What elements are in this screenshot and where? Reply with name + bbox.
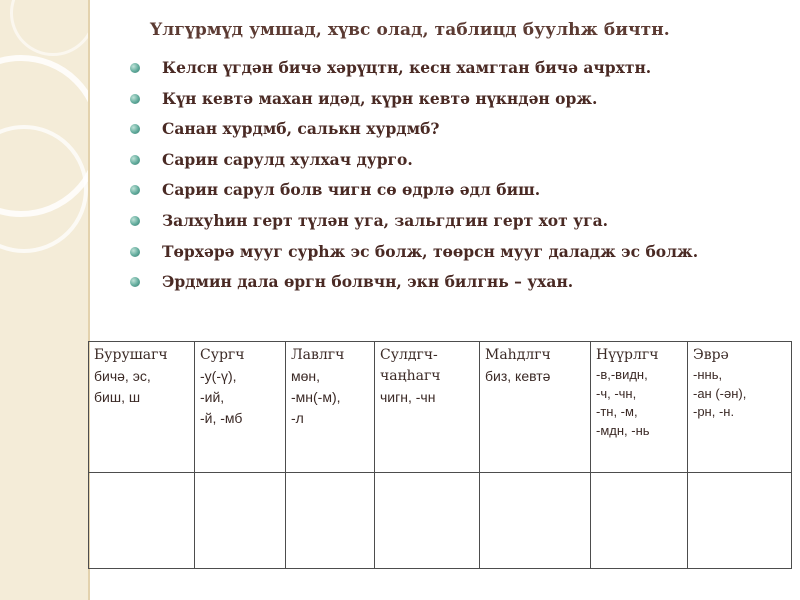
table-cell[interactable] xyxy=(688,342,792,473)
table-cell[interactable] xyxy=(480,342,591,473)
bullet-icon xyxy=(130,94,140,104)
empty-cell[interactable] xyxy=(195,473,286,569)
column-title: Эврә xyxy=(693,347,729,363)
column-examples: -у(-ү), -ий, -й, -мб xyxy=(200,368,243,426)
list-item xyxy=(128,242,728,261)
bullet-icon xyxy=(130,247,140,257)
decorative-ring xyxy=(10,0,88,56)
empty-cell[interactable] xyxy=(375,473,480,569)
empty-cell[interactable] xyxy=(286,473,375,569)
column-title: Сургч xyxy=(200,347,245,363)
table-cell[interactable] xyxy=(89,342,195,473)
column-examples: биз, кевтә xyxy=(485,368,551,384)
proverb-text: Сарин сарулд хулхач дурго. xyxy=(162,149,413,169)
column-title: Лавлгч xyxy=(291,347,345,363)
table-cell[interactable] xyxy=(591,342,688,473)
list-item xyxy=(128,58,728,77)
particles-table xyxy=(88,341,792,569)
list-item xyxy=(128,89,728,108)
table-row-empty xyxy=(89,473,792,569)
proverb-text: Келсн үгдән бичә хәрүцтн, кесн хамгтан бичә ачрхтн. xyxy=(162,58,652,77)
table-cell[interactable] xyxy=(375,342,480,473)
bullet-icon xyxy=(130,216,140,226)
empty-cell[interactable] xyxy=(89,473,195,569)
list-item xyxy=(128,211,728,230)
bullet-icon xyxy=(130,155,140,165)
table-header-row xyxy=(89,342,792,473)
column-examples: бичә, эс, биш, ш xyxy=(94,368,151,405)
proverb-list xyxy=(128,58,728,303)
empty-cell[interactable] xyxy=(480,473,591,569)
column-examples: -ннь, -ан (-ән), -рн, -н. xyxy=(693,367,747,419)
empty-cell[interactable] xyxy=(688,473,792,569)
proverb-text: Залхуһин герт түлән уга, зальгдгин герт хот уга. xyxy=(162,210,609,230)
list-item xyxy=(128,272,728,291)
bullet-icon xyxy=(130,63,140,73)
proverb-text: Төрхәрә мууг сурһж эс болж, төөрсн мууг даладж эс болж. xyxy=(162,241,699,261)
empty-cell[interactable] xyxy=(591,473,688,569)
slide-title: Үлгүрмүд умшад, хүвс олад, таблицд буулһж бичтн. xyxy=(150,20,670,40)
proverb-text: Күн кевтә махан идәд, күрн кевтә нүкндән орж. xyxy=(162,88,598,108)
column-examples: -в,-видн, -ч, -чн, -тн, -м, -мдн, -нь xyxy=(596,367,650,438)
table-cell[interactable] xyxy=(195,342,286,473)
column-title: Маһдлгч xyxy=(485,347,551,363)
bullet-icon xyxy=(130,277,140,287)
decorative-side-band xyxy=(0,0,88,600)
list-item xyxy=(128,180,728,199)
proverb-text: Санан хурдмб, салькн хурдмб? xyxy=(162,119,440,139)
proverb-text: Эрдмин дала өргн болвчн, экн билгнь – ухан. xyxy=(162,272,574,292)
column-examples: чигн, -чн xyxy=(380,389,436,405)
bullet-icon xyxy=(130,124,140,134)
bullet-icon xyxy=(130,185,140,195)
list-item xyxy=(128,150,728,169)
column-examples: мөн, -мн(-м), -л xyxy=(291,368,341,426)
list-item xyxy=(128,119,728,138)
proverb-text: Сарин сарул болв чигн сө өдрлә әдл биш. xyxy=(162,180,541,200)
column-title: Бурушагч xyxy=(94,347,168,363)
table-cell[interactable] xyxy=(286,342,375,473)
column-title: Сулдгч- чаңһагч xyxy=(380,347,441,384)
column-title: Нүүрлгч xyxy=(596,347,659,363)
